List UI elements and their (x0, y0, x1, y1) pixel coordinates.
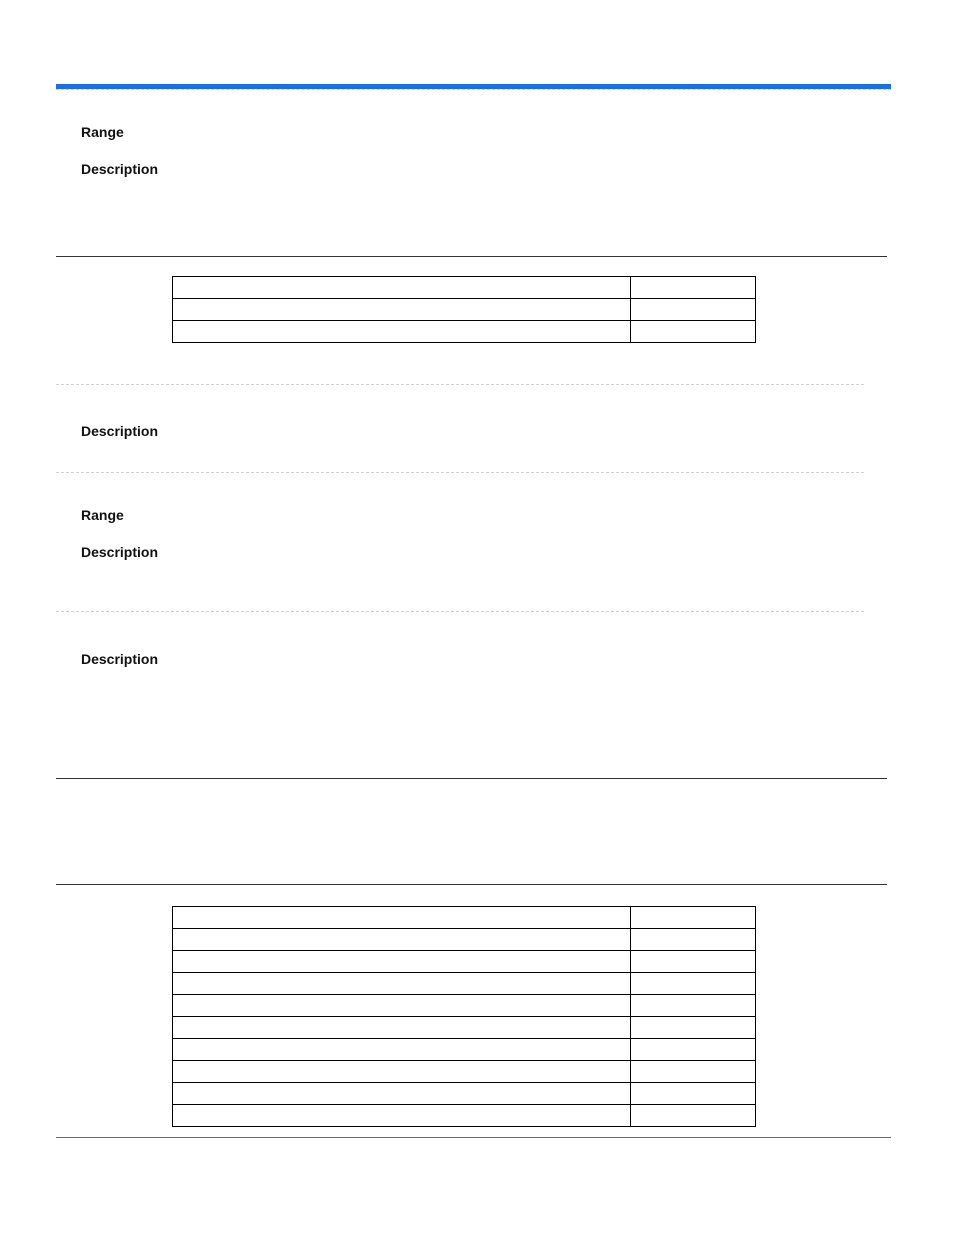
table-row (173, 277, 756, 299)
footer-rule (56, 1137, 891, 1138)
table-cell (173, 1017, 631, 1039)
section-divider (56, 884, 887, 885)
data-table (172, 276, 756, 343)
table-row (173, 1017, 756, 1039)
table-cell (631, 277, 756, 299)
range-label: Range (81, 124, 124, 140)
table-cell (631, 1017, 756, 1039)
table-row (173, 995, 756, 1017)
table-cell (631, 1083, 756, 1105)
table-row (173, 973, 756, 995)
table-row (173, 1039, 756, 1061)
dashed-divider (56, 472, 864, 473)
table-cell (631, 1105, 756, 1127)
table-cell (631, 907, 756, 929)
range-label: Range (81, 507, 124, 523)
table-row (173, 951, 756, 973)
table-row (173, 1083, 756, 1105)
section-divider (56, 778, 887, 779)
table-cell (631, 951, 756, 973)
table-cell (631, 929, 756, 951)
section-divider (56, 256, 887, 257)
table-cell (173, 1083, 631, 1105)
description-label: Description (81, 651, 159, 667)
table-row (173, 321, 756, 343)
table-cell (173, 1061, 631, 1083)
table-row (173, 299, 756, 321)
table-cell (173, 951, 631, 973)
table-cell (631, 1061, 756, 1083)
dashed-divider (56, 384, 864, 385)
description-label: Description (81, 423, 159, 439)
table-row (173, 1061, 756, 1083)
table-row (173, 907, 756, 929)
table-cell (173, 973, 631, 995)
table-cell (173, 299, 631, 321)
table-cell (631, 1039, 756, 1061)
header-dashed-rule (56, 89, 891, 90)
table-cell (173, 907, 631, 929)
table-cell (631, 321, 756, 343)
table-row (173, 1105, 756, 1127)
description-label: Description (81, 544, 159, 560)
table-cell (631, 995, 756, 1017)
table-cell (173, 995, 631, 1017)
table-cell (173, 1039, 631, 1061)
table-cell (173, 1105, 631, 1127)
description-label: Description (81, 161, 159, 177)
table-cell (173, 277, 631, 299)
dashed-divider (56, 611, 864, 612)
table-cell (631, 299, 756, 321)
table-cell (173, 929, 631, 951)
table-cell (631, 973, 756, 995)
table-cell (173, 321, 631, 343)
table-row (173, 929, 756, 951)
data-table (172, 906, 756, 1127)
